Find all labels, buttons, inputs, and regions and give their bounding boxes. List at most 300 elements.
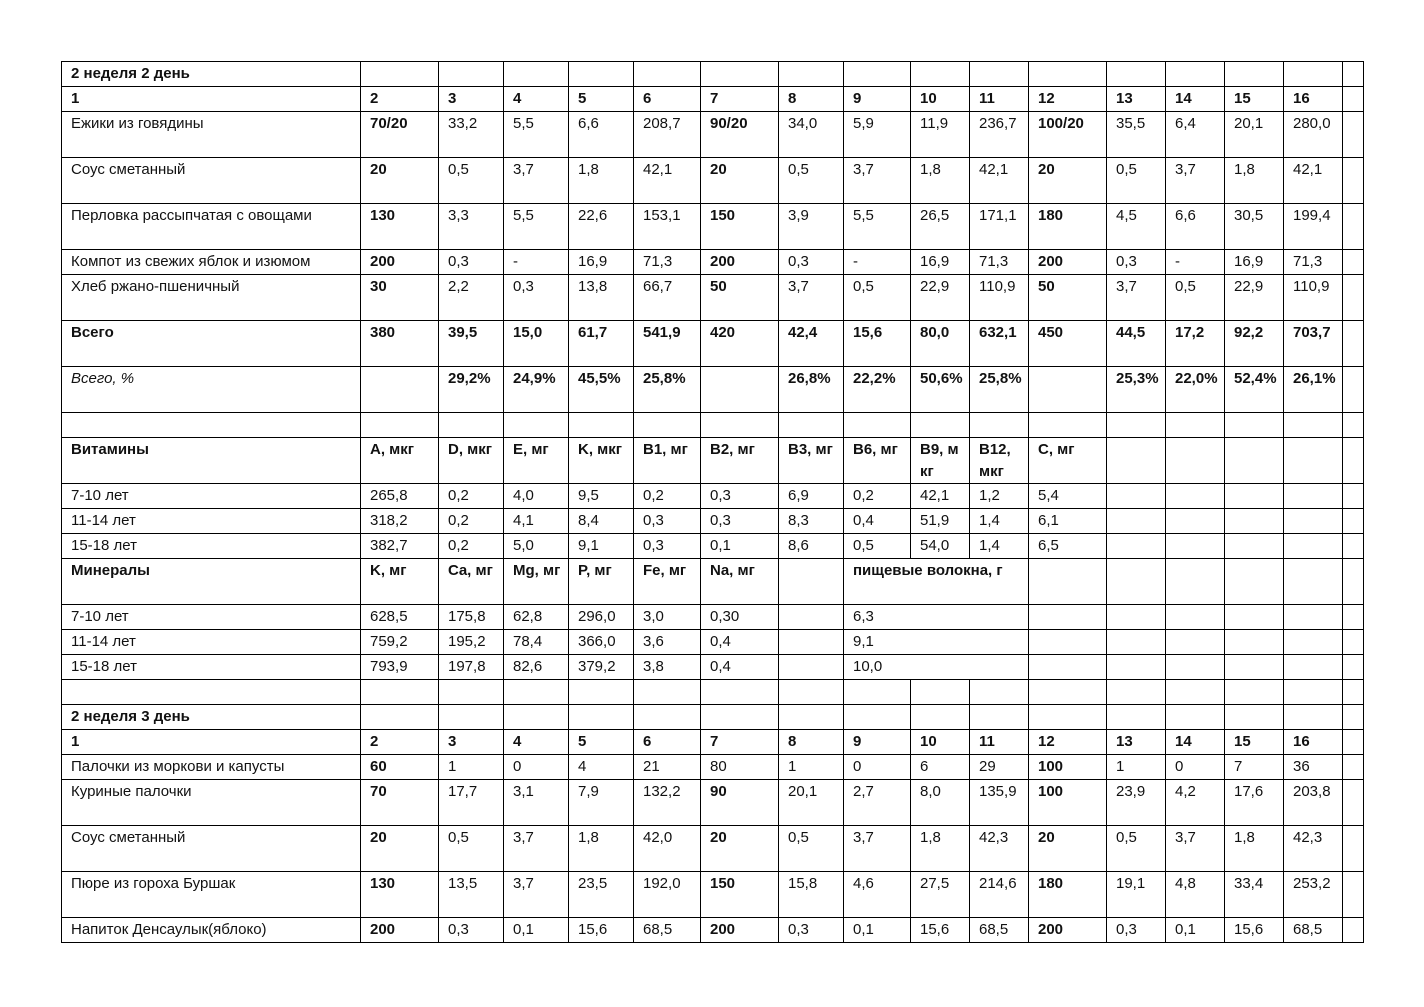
- row-label: 15-18 лет: [62, 655, 361, 680]
- table-cell: [1284, 680, 1343, 705]
- table-cell: 175,8: [439, 605, 504, 630]
- table-cell: 2: [361, 730, 439, 755]
- table-row: [62, 918, 1364, 943]
- table-cell: [779, 630, 844, 655]
- table-row: [62, 509, 1364, 534]
- table-cell: [504, 680, 569, 705]
- row-label: [62, 413, 361, 438]
- table-cell: 80: [701, 755, 779, 780]
- table-cell: [1284, 705, 1343, 730]
- table-cell: 0,5: [779, 826, 844, 872]
- table-cell: [1343, 780, 1364, 826]
- table-cell: 22,6: [569, 204, 634, 250]
- table-cell: 0: [1166, 755, 1225, 780]
- table-cell: 39,5: [439, 321, 504, 367]
- table-cell: 15,6: [569, 918, 634, 943]
- table-cell: -: [844, 250, 911, 275]
- table-cell: 3,7: [504, 872, 569, 918]
- table-cell: 0,3: [504, 275, 569, 321]
- table-cell: 703,7: [1284, 321, 1343, 367]
- table-cell: 0,2: [634, 484, 701, 509]
- table-cell: 12: [1029, 87, 1107, 112]
- table-cell: 0,5: [844, 275, 911, 321]
- table-cell: 6,6: [569, 112, 634, 158]
- table-cell: [1343, 367, 1364, 413]
- table-cell: 2: [361, 87, 439, 112]
- table-cell: 0,4: [701, 655, 779, 680]
- table-cell: 20: [1029, 826, 1107, 872]
- row-label: 11-14 лет: [62, 630, 361, 655]
- table-cell: [439, 705, 504, 730]
- table-cell: [1166, 680, 1225, 705]
- table-cell: 0,3: [1107, 250, 1166, 275]
- table-cell: [504, 62, 569, 87]
- table-cell: 20: [701, 826, 779, 872]
- table-cell: 3,7: [1166, 826, 1225, 872]
- table-cell: [970, 680, 1029, 705]
- table-cell: 19,1: [1107, 872, 1166, 918]
- table-cell: K, мкг: [569, 438, 634, 484]
- table-cell: 22,0%: [1166, 367, 1225, 413]
- table-cell: [1284, 413, 1343, 438]
- table-cell: [844, 680, 911, 705]
- table-cell: 11,9: [911, 112, 970, 158]
- table-cell: 203,8: [1284, 780, 1343, 826]
- table-row: [62, 705, 1364, 730]
- table-cell: 628,5: [361, 605, 439, 630]
- table-cell: 8,4: [569, 509, 634, 534]
- table-cell: B2, мг: [701, 438, 779, 484]
- table-cell: [1029, 367, 1107, 413]
- table-cell: [1284, 438, 1343, 484]
- row-label: 7-10 лет: [62, 605, 361, 630]
- table-cell: 16: [1284, 730, 1343, 755]
- table-cell: [701, 705, 779, 730]
- row-label: Куриные палочки: [62, 780, 361, 826]
- table-cell: 197,8: [439, 655, 504, 680]
- table-cell: [1225, 62, 1284, 87]
- table-cell: [361, 705, 439, 730]
- table-cell: 51,9: [911, 509, 970, 534]
- table-cell: [361, 367, 439, 413]
- table-cell: 541,9: [634, 321, 701, 367]
- table-cell: [1166, 534, 1225, 559]
- table-cell: 0,3: [634, 534, 701, 559]
- table-cell: P, мг: [569, 559, 634, 605]
- table-row: [62, 484, 1364, 509]
- table-cell: 42,1: [1284, 158, 1343, 204]
- table-cell: 0,5: [439, 826, 504, 872]
- table-row: [62, 534, 1364, 559]
- table-row: [62, 826, 1364, 872]
- table-cell: -: [504, 250, 569, 275]
- table-cell: [1284, 630, 1343, 655]
- table-cell: 8,0: [911, 780, 970, 826]
- table-cell: 24,9%: [504, 367, 569, 413]
- table-cell: 36: [1284, 755, 1343, 780]
- table-cell: 0,2: [439, 534, 504, 559]
- table-cell: [1343, 509, 1364, 534]
- table-cell: 42,1: [911, 484, 970, 509]
- table-cell: -: [1166, 250, 1225, 275]
- table-cell: [1107, 630, 1166, 655]
- table-cell: B1, мг: [634, 438, 701, 484]
- table-cell: 42,4: [779, 321, 844, 367]
- table-cell: [634, 680, 701, 705]
- table-cell: 5,5: [504, 204, 569, 250]
- table-cell: 42,3: [970, 826, 1029, 872]
- table-cell: Ca, мг: [439, 559, 504, 605]
- row-label: Всего, %: [62, 367, 361, 413]
- table-cell: 253,2: [1284, 872, 1343, 918]
- table-cell: 6,6: [1166, 204, 1225, 250]
- table-cell: [911, 62, 970, 87]
- table-cell: [701, 367, 779, 413]
- table-cell: B3, мг: [779, 438, 844, 484]
- table-cell: [1343, 87, 1364, 112]
- table-cell: [911, 680, 970, 705]
- table-cell: [439, 680, 504, 705]
- table-cell: 15,8: [779, 872, 844, 918]
- table-cell: 0,5: [779, 158, 844, 204]
- table-cell: [1343, 275, 1364, 321]
- table-cell: [1166, 605, 1225, 630]
- table-cell: 15,6: [911, 918, 970, 943]
- table-cell: [844, 705, 911, 730]
- table-cell: 6: [634, 730, 701, 755]
- table-cell: 280,0: [1284, 112, 1343, 158]
- table-cell: [1166, 630, 1225, 655]
- row-label: 7-10 лет: [62, 484, 361, 509]
- table-cell: 3: [439, 730, 504, 755]
- table-cell: 200: [361, 250, 439, 275]
- table-row: [62, 559, 1364, 605]
- table-cell: 4,1: [504, 509, 569, 534]
- table-cell: 66,7: [634, 275, 701, 321]
- row-label: Соус сметанный: [62, 158, 361, 204]
- table-cell: 0: [504, 755, 569, 780]
- table-cell: 8: [779, 87, 844, 112]
- table-cell: 1,4: [970, 534, 1029, 559]
- table-cell: 200: [1029, 918, 1107, 943]
- table-cell: 3,7: [504, 158, 569, 204]
- table-cell: 6,1: [1029, 509, 1107, 534]
- table-cell: [634, 413, 701, 438]
- table-cell: [1107, 605, 1166, 630]
- table-cell: 7,9: [569, 780, 634, 826]
- table-cell: [1343, 680, 1364, 705]
- table-cell: [1343, 826, 1364, 872]
- table-cell: Na, мг: [701, 559, 779, 605]
- table-cell: K, мг: [361, 559, 439, 605]
- table-cell: 1: [779, 755, 844, 780]
- table-cell: 1,8: [1225, 158, 1284, 204]
- table-cell: 5: [569, 87, 634, 112]
- table-cell: [911, 705, 970, 730]
- table-cell: 42,0: [634, 826, 701, 872]
- table-cell: 3,7: [1107, 275, 1166, 321]
- table-cell: [1343, 918, 1364, 943]
- table-cell: C, мг: [1029, 438, 1107, 484]
- table-cell: 0,3: [779, 918, 844, 943]
- table-cell: 70: [361, 780, 439, 826]
- table-cell: 9,5: [569, 484, 634, 509]
- table-cell: 7: [701, 730, 779, 755]
- table-cell: 0,5: [1107, 826, 1166, 872]
- table-row: [62, 112, 1364, 158]
- table-cell: 450: [1029, 321, 1107, 367]
- table-cell: 17,6: [1225, 780, 1284, 826]
- table-cell: [779, 680, 844, 705]
- table-cell: 50: [1029, 275, 1107, 321]
- table-cell: 4: [569, 755, 634, 780]
- table-cell: 90: [701, 780, 779, 826]
- table-cell: 71,3: [634, 250, 701, 275]
- table-cell: 10,0: [844, 655, 1029, 680]
- table-cell: 2,2: [439, 275, 504, 321]
- table-cell: 1,8: [569, 158, 634, 204]
- table-cell: [1107, 705, 1166, 730]
- table-cell: [1343, 413, 1364, 438]
- table-cell: 45,5%: [569, 367, 634, 413]
- table-cell: [1029, 605, 1107, 630]
- table-cell: [970, 62, 1029, 87]
- row-label: Ежики из говядины: [62, 112, 361, 158]
- row-label: Перловка рассыпчатая с овощами: [62, 204, 361, 250]
- table-cell: 3,6: [634, 630, 701, 655]
- table-cell: 17,2: [1166, 321, 1225, 367]
- table-cell: [844, 413, 911, 438]
- table-cell: [439, 413, 504, 438]
- table-cell: 100: [1029, 780, 1107, 826]
- table-cell: 4,0: [504, 484, 569, 509]
- table-cell: 0,1: [504, 918, 569, 943]
- table-cell: 25,3%: [1107, 367, 1166, 413]
- table-cell: 13: [1107, 730, 1166, 755]
- table-cell: [1343, 62, 1364, 87]
- table-cell: 20: [361, 158, 439, 204]
- row-label: 1: [62, 87, 361, 112]
- table-cell: [1343, 755, 1364, 780]
- table-cell: 61,7: [569, 321, 634, 367]
- table-row: [62, 87, 1364, 112]
- table-cell: 200: [361, 918, 439, 943]
- table-cell: [1284, 62, 1343, 87]
- table-cell: [1166, 413, 1225, 438]
- table-cell: [569, 413, 634, 438]
- table-cell: [1225, 680, 1284, 705]
- table-cell: B12, мкг: [970, 438, 1029, 484]
- table-cell: 62,8: [504, 605, 569, 630]
- table-cell: 199,4: [1284, 204, 1343, 250]
- row-label: Соус сметанный: [62, 826, 361, 872]
- table-cell: 150: [701, 204, 779, 250]
- table-cell: 3: [439, 87, 504, 112]
- table-cell: 171,1: [970, 204, 1029, 250]
- row-label: 1: [62, 730, 361, 755]
- table-cell: [1343, 630, 1364, 655]
- table-cell: 80,0: [911, 321, 970, 367]
- table-cell: [970, 413, 1029, 438]
- table-cell: [701, 62, 779, 87]
- table-cell: 50,6%: [911, 367, 970, 413]
- table-cell: [1029, 680, 1107, 705]
- table-cell: [1107, 559, 1166, 605]
- table-cell: [1225, 559, 1284, 605]
- table-row: [62, 367, 1364, 413]
- table-cell: 54,0: [911, 534, 970, 559]
- table-cell: 110,9: [970, 275, 1029, 321]
- table-cell: [1343, 158, 1364, 204]
- table-cell: [1107, 413, 1166, 438]
- table-cell: [504, 413, 569, 438]
- table-cell: 8: [779, 730, 844, 755]
- table-cell: 29: [970, 755, 1029, 780]
- table-cell: 200: [701, 250, 779, 275]
- table-cell: 380: [361, 321, 439, 367]
- table-cell: 8,6: [779, 534, 844, 559]
- table-cell: 236,7: [970, 112, 1029, 158]
- table-cell: 632,1: [970, 321, 1029, 367]
- table-row: [62, 158, 1364, 204]
- table-cell: 6,4: [1166, 112, 1225, 158]
- table-cell: [1029, 655, 1107, 680]
- table-cell: 4,8: [1166, 872, 1225, 918]
- table-cell: B6, мг: [844, 438, 911, 484]
- table-cell: 13,8: [569, 275, 634, 321]
- table-cell: 3,3: [439, 204, 504, 250]
- table-cell: B9, мкг: [911, 438, 970, 484]
- table-cell: 10: [911, 87, 970, 112]
- row-label: 2 неделя 3 день: [62, 705, 361, 730]
- table-cell: 52,4%: [1225, 367, 1284, 413]
- table-cell: 11: [970, 730, 1029, 755]
- table-cell: 7: [701, 87, 779, 112]
- table-cell: [1225, 705, 1284, 730]
- table-cell: [634, 705, 701, 730]
- table-cell: [1343, 250, 1364, 275]
- table-cell: 13: [1107, 87, 1166, 112]
- table-cell: 3,7: [844, 826, 911, 872]
- table-cell: 0,1: [701, 534, 779, 559]
- row-label: Всего: [62, 321, 361, 367]
- table-cell: [1284, 605, 1343, 630]
- row-label: Пюре из гороха Буршак: [62, 872, 361, 918]
- table-cell: [1166, 438, 1225, 484]
- table-row: [62, 438, 1364, 484]
- table-cell: 1,8: [911, 158, 970, 204]
- table-cell: 15,6: [1225, 918, 1284, 943]
- table-cell: 4,2: [1166, 780, 1225, 826]
- table-cell: [779, 413, 844, 438]
- table-cell: 793,9: [361, 655, 439, 680]
- table-cell: [1225, 534, 1284, 559]
- table-cell: [1166, 559, 1225, 605]
- table-row: [62, 780, 1364, 826]
- table-cell: 22,9: [911, 275, 970, 321]
- table-cell: [1284, 509, 1343, 534]
- table-cell: 33,4: [1225, 872, 1284, 918]
- table-cell: 0,5: [1166, 275, 1225, 321]
- table-cell: 200: [701, 918, 779, 943]
- table-cell: 3,0: [634, 605, 701, 630]
- table-cell: 6,5: [1029, 534, 1107, 559]
- table-cell: 0,5: [439, 158, 504, 204]
- table-cell: 68,5: [1284, 918, 1343, 943]
- table-cell: [1225, 509, 1284, 534]
- table-cell: 16,9: [569, 250, 634, 275]
- table-cell: 17,7: [439, 780, 504, 826]
- table-cell: 3,7: [504, 826, 569, 872]
- table-cell: 9,1: [569, 534, 634, 559]
- table-cell: 132,2: [634, 780, 701, 826]
- table-cell: 9,1: [844, 630, 1029, 655]
- table-cell: 1,8: [911, 826, 970, 872]
- table-cell: 318,2: [361, 509, 439, 534]
- table-cell: 27,5: [911, 872, 970, 918]
- table-cell: 0,2: [439, 484, 504, 509]
- table-cell: 420: [701, 321, 779, 367]
- table-cell: 29,2%: [439, 367, 504, 413]
- table-cell: Fe, мг: [634, 559, 701, 605]
- row-label: Витамины: [62, 438, 361, 484]
- table-cell: 11: [970, 87, 1029, 112]
- table-cell: 16: [1284, 87, 1343, 112]
- table-cell: [1029, 705, 1107, 730]
- table-cell: 20: [361, 826, 439, 872]
- table-row: [62, 275, 1364, 321]
- row-label: 2 неделя 2 день: [62, 62, 361, 87]
- table-cell: 0,2: [439, 509, 504, 534]
- table-cell: 50: [701, 275, 779, 321]
- table-cell: [1343, 730, 1364, 755]
- table-cell: 15,6: [844, 321, 911, 367]
- table-row: [62, 655, 1364, 680]
- table-cell: 10: [911, 730, 970, 755]
- table-cell: 22,2%: [844, 367, 911, 413]
- table-cell: 3,9: [779, 204, 844, 250]
- table-cell: 34,0: [779, 112, 844, 158]
- nutrition-table: [61, 61, 1364, 943]
- table-cell: [1029, 413, 1107, 438]
- table-cell: [701, 413, 779, 438]
- table-cell: 200: [1029, 250, 1107, 275]
- table-cell: [634, 62, 701, 87]
- table-cell: 0,3: [634, 509, 701, 534]
- table-cell: 9: [844, 87, 911, 112]
- table-cell: [1343, 112, 1364, 158]
- table-cell: [1029, 559, 1107, 605]
- table-cell: 3,7: [779, 275, 844, 321]
- table-cell: [1166, 484, 1225, 509]
- table-cell: [1166, 62, 1225, 87]
- table-row: [62, 872, 1364, 918]
- table-cell: 130: [361, 204, 439, 250]
- table-cell: [439, 62, 504, 87]
- table-cell: 9: [844, 730, 911, 755]
- table-cell: [1107, 680, 1166, 705]
- table-cell: [1166, 655, 1225, 680]
- table-cell: 3,7: [1166, 158, 1225, 204]
- table-cell: 15,0: [504, 321, 569, 367]
- table-cell: [361, 413, 439, 438]
- table-cell: 379,2: [569, 655, 634, 680]
- table-cell: [1343, 534, 1364, 559]
- table-cell: 33,2: [439, 112, 504, 158]
- table-cell: 42,3: [1284, 826, 1343, 872]
- table-cell: 4: [504, 87, 569, 112]
- table-cell: 8,3: [779, 509, 844, 534]
